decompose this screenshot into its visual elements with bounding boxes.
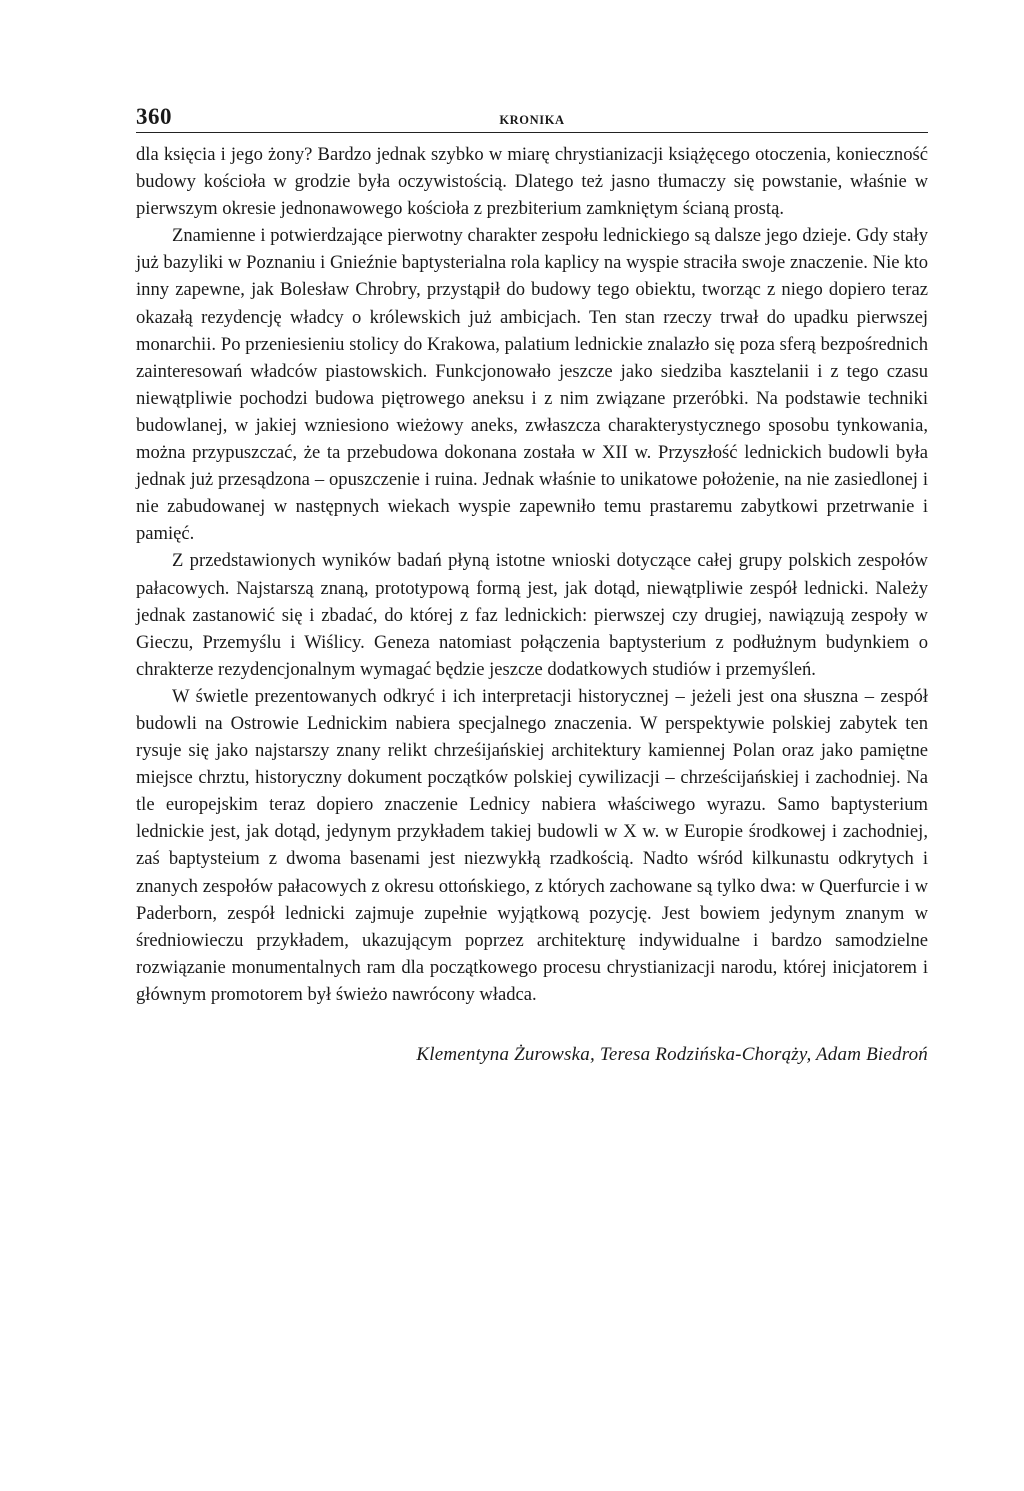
section-title: KRONIKA: [499, 113, 565, 127]
paragraph-continued: dla księcia i jego żony? Bardzo jednak szybko w miarę chrystianizacji książęcego otoczenia, konieczność budowy kościoła w grodzie była oczywistością. Dlatego też jasno tłumaczy się powstanie, właśnie w pierwszym okresie jednonawowego kościoła z prezbiterium zamkniętym ścianą prostą.: [136, 144, 928, 220]
paragraph: Znamienne i potwierdzające pierwotny charakter zespołu lednickiego są dalsze jego dzieje. Gdy stały już bazyliki w Poznaniu i Gnieźnie baptysterialna rola kaplicy na wyspie straciła swoje znaczenie. Nie kto inny zapewne, jak Bolesław Chrobry, przystąpił do budowy tego obiektu, tworząc z niego dopiero teraz okazałą rezydencję władcy o królewskich już ambicjach. Ten stan rzeczy trwał do upadku pierwszej monarchii. Po przeniesieniu stolicy do Krakowa, palatium lednickie znalazło się poza sferą bezpośrednich zainteresowań władców piastowskich. Funkcjonowało jeszcze jako siedziba kasztelanii i z tego czasu niewątpliwie pochodzi budowa piętrowego aneksu i z nim związane przeróbki. Na podstawie techniki budowlanej, w jakiej wzniesiono wieżowy aneks, zwłaszcza charakterystycznego sposobu tynkowania, można przypuszczać, że ta przebudowa dokonana została w XII w. Przyszłość lednickich budowli była jednak już przesądzona – opuszczenie i ruina. Jednak właśnie to unikatowe położenie, na nie zasiedlonej i nie zabudowanej w następnych wiekach wyspie zapewniło temu prastaremu zabytkowi przetrwanie i pamięć.: [136, 225, 928, 545]
page-number: 360: [136, 104, 172, 129]
author-signature: Klementyna Żurowska, Teresa Rodzińska-Chorąży, Adam Biedroń: [416, 1044, 928, 1065]
paragraph: Z przedstawionych wyników badań płyną istotne wnioski dotyczące całej grupy polskich zespołów pałacowych. Najstarszą znaną, prototypową formą jest, jak dotąd, niewątpliwie zespół lednicki. Należy jednak zastanowić się i zbadać, do której z faz lednickich: pierwszej czy drugiej, nawiązują zespoły w Gieczu, Przemyślu i Wiślicy. Geneza natomiast połączenia baptysterium z podłużnym budynkiem o chrakterze rezydencjonalnym wymagać będzie jeszcze dodatkowych studiów i przemyśleń.: [136, 550, 928, 680]
paragraph: W świetle prezentowanych odkryć i ich interpretacji historycznej – jeżeli jest ona słuszna – zespół budowli na Ostrowie Lednickim nabiera specjalnego znaczenia. W perspektywie polskiej zabytek ten rysuje się jako najstarszy znany relikt chrześijańskiej architektury kamiennej Polan oraz jako pamiętne miejsce chrztu, historyczny dokument początków polskiej cywilizacji – chrześcijańskiej i zachodniej. Na tle europejskim teraz dopiero znaczenie Lednicy nabiera właściwego wyrazu. Samo baptysterium lednickie jest, jak dotąd, jedynym przykładem takiej budowli w X w. w Europie środkowej i zachodniej, zaś baptysteium z dwoma basenami jest niezwykłą rzadkością. Nadto wśród kilkunastu odkrytych i znanych zespołów pałacowych z okresu ottońskiego, z których zachowane są tylko dwa: w Querfurcie i w Paderborn, zespół lednicki zajmuje zupełnie wyjątkową pozycję. Jest bowiem jedynym znanym w średniowieczu przykładem, ukazującym poprzez architekturę indywidualne i bardzo samodzielne rozwiązanie monumentalnych ram dla początkowego procesu chrystianizacji narodu, której inicjatorem i głównym promotorem był świeżo nawrócony władca.: [136, 685, 928, 1005]
running-head: [136, 102, 928, 133]
article-body: [136, 141, 928, 1008]
journal-page: [136, 102, 928, 1066]
